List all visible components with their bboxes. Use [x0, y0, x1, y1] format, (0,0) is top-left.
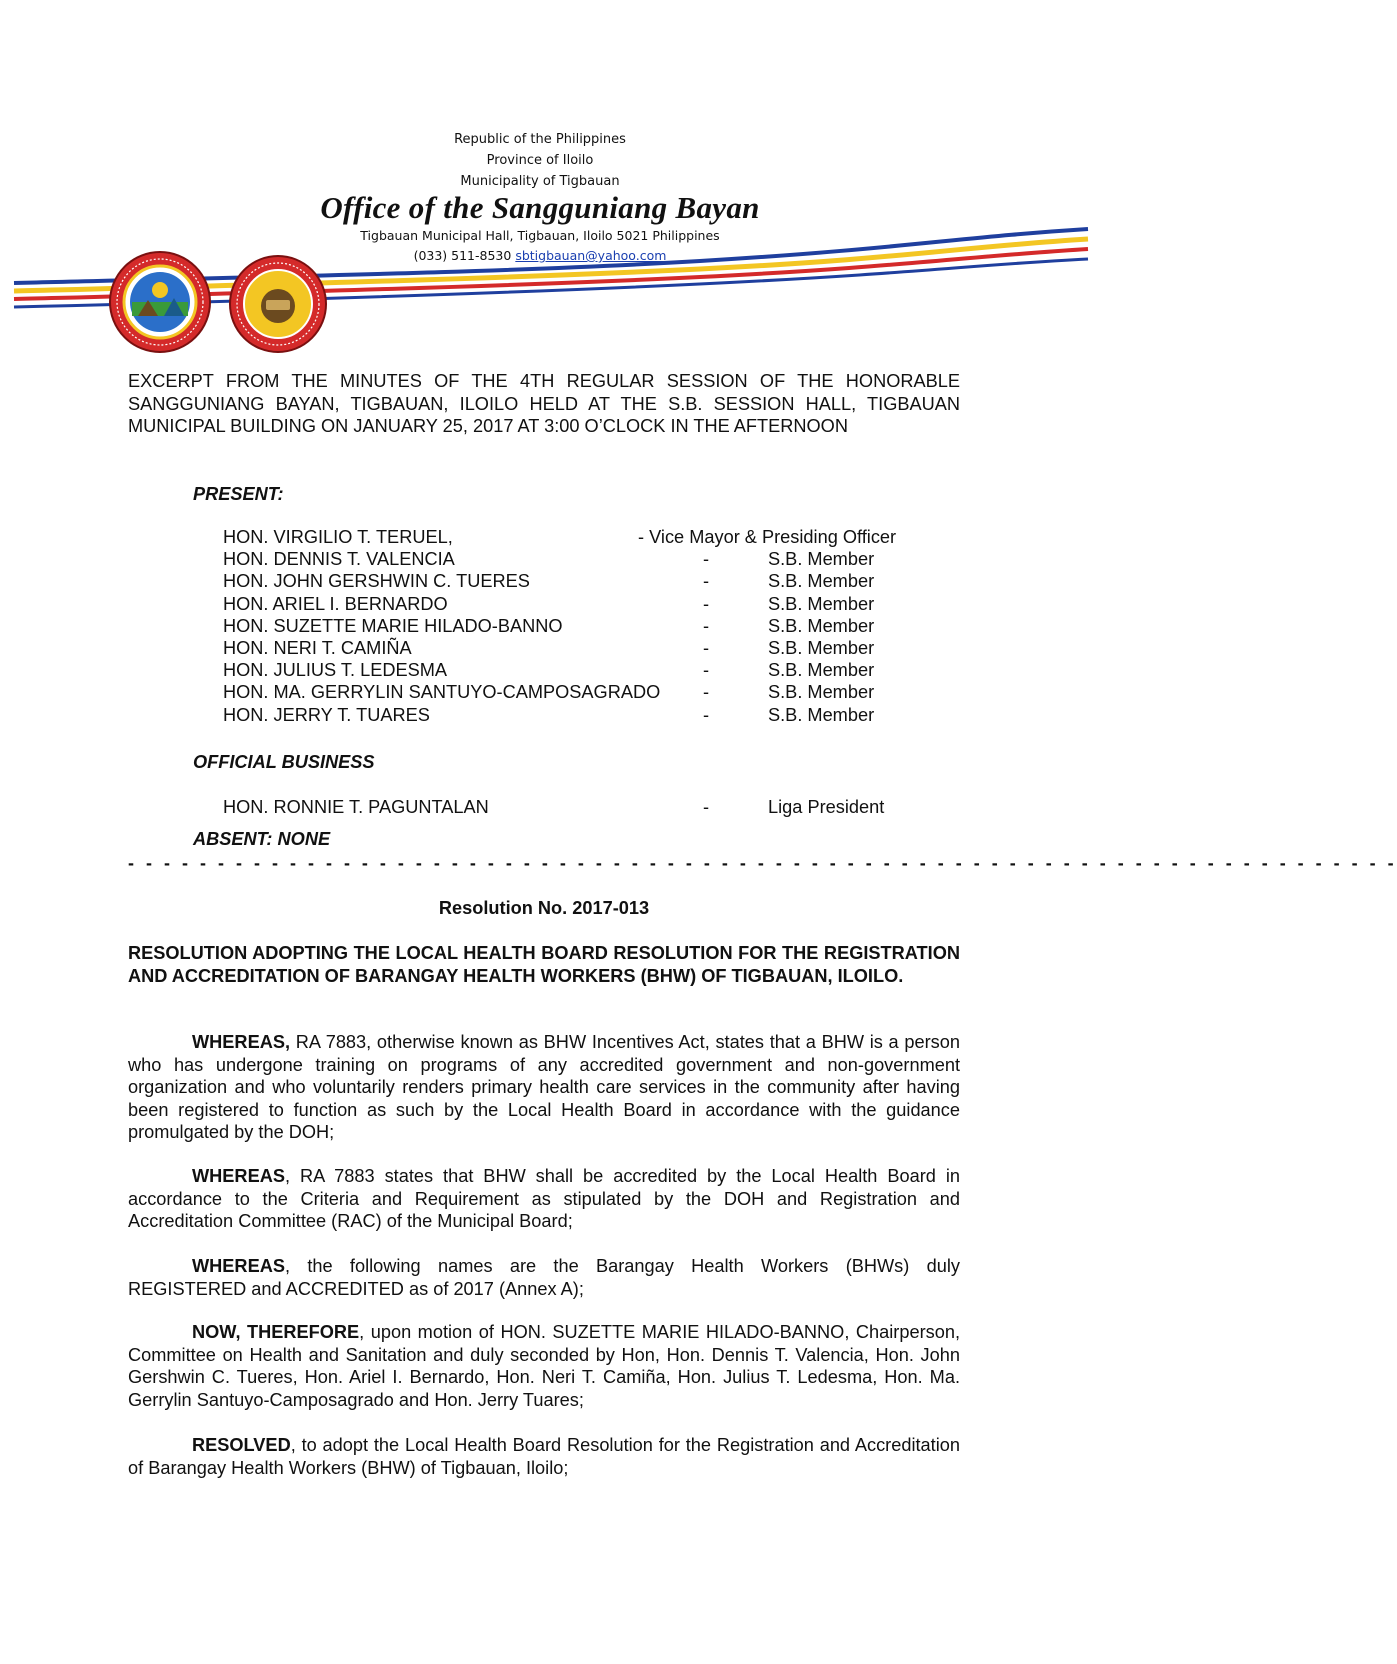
official-business-roster — [223, 797, 943, 819]
paragraph-lead: RESOLVED — [192, 1435, 291, 1455]
letterhead-lines — [420, 129, 660, 192]
member-dash: - — [703, 637, 710, 658]
absent-label: ABSENT: NONE — [193, 829, 331, 849]
member-row — [223, 571, 943, 593]
member-dash: - — [703, 704, 710, 725]
member-name: HON. DENNIS T. VALENCIA — [223, 549, 455, 570]
member-dash: - — [703, 571, 710, 592]
presiding-officer-row — [223, 527, 943, 549]
member-dash: - — [703, 660, 710, 681]
paragraph-lead: WHEREAS — [192, 1166, 285, 1186]
member-row — [223, 549, 943, 571]
member-row — [223, 797, 943, 819]
member-row — [223, 705, 943, 727]
whereas-paragraph — [128, 1165, 960, 1233]
member-name: HON. JERRY T. TUARES — [223, 704, 430, 725]
member-row — [223, 682, 943, 704]
member-name: HON. SUZETTE MARIE HILADO-BANNO — [223, 615, 563, 636]
paragraph-lead: NOW, THEREFORE — [192, 1322, 360, 1342]
paragraph-text: , the following names are the Barangay Health Workers (BHWs) duly REGISTERED and ACCREDITED as of 2017 (Annex A); — [128, 1256, 960, 1299]
member-dash: - — [703, 682, 710, 703]
paragraph-text: , upon motion of HON. SUZETTE MARIE HILADO-BANNO, Chairperson, Committee on Health and Sanitation and duly seconded by Hon, Hon. Dennis T. Valencia, Hon. John Gershwin C. Tueres, Hon. Ariel I. Bernardo, Hon. Neri T. Camiña, Hon. Julius T. Ledesma, Hon. Ma. Gerrylin Santuyo-Camposagrado and Hon. Jerry Tuares; — [128, 1322, 961, 1410]
presiding-officer-name: HON. VIRGILIO T. TERUEL, — [223, 527, 453, 547]
member-role: S.B. Member — [768, 615, 875, 636]
member-name: HON. JOHN GERSHWIN C. TUERES — [223, 571, 530, 592]
member-role: S.B. Member — [768, 593, 875, 614]
resolution-title: RESOLUTION ADOPTING THE LOCAL HEALTH BOARD RESOLUTION FOR THE REGISTRATION AND ACCREDITATION OF BARANGAY HEALTH WORKERS (BHW) OF TIGBAUAN, ILOILO. — [128, 943, 960, 986]
office-title: Office of the Sangguniang Bayan — [320, 190, 760, 225]
presiding-officer-role: - Vice Mayor & Presiding Officer — [638, 527, 897, 547]
member-row — [223, 638, 943, 660]
member-role: Liga President — [768, 797, 885, 817]
paragraph-text: RA 7883, otherwise known as BHW Incentives Act, states that a BHW is a person who has undergone training on programs of any accredited government and non-government organization and who voluntarily renders primary health care services in the community after having been registered to function as such by the Local Health Board in accordance with the guidance promulgated by the DOH; — [128, 1032, 960, 1142]
resolution-number: Resolution No. 2017-013 — [438, 898, 650, 918]
member-dash: - — [703, 549, 710, 570]
municipality-seal — [108, 250, 212, 354]
member-dash: - — [703, 593, 710, 614]
member-role: S.B. Member — [768, 704, 875, 725]
office-phone: (033) 511-8530 — [413, 248, 512, 263]
paragraph-lead: WHEREAS — [192, 1256, 285, 1276]
member-name: HON. MA. GERRYLIN SANTUYO-CAMPOSAGRADO — [223, 682, 661, 703]
member-row — [223, 616, 943, 638]
whereas-paragraph — [128, 1031, 960, 1144]
member-role: S.B. Member — [768, 682, 875, 703]
member-role: S.B. Member — [768, 637, 875, 658]
member-row — [223, 594, 943, 616]
official-business-label: OFFICIAL BUSINESS — [193, 752, 375, 772]
member-name: HON. NERI T. CAMIÑA — [223, 637, 412, 658]
office-email-link[interactable]: sbtigbauan@yahoo.com — [515, 248, 667, 263]
paragraph-text: , RA 7883 states that BHW shall be accredited by the Local Health Board in accordance to the Criteria and Requirement as stipulated by the DOH and Registration and Accreditation Committee (RAC) of the Municipal Board; — [128, 1166, 960, 1231]
whereas-paragraph — [128, 1255, 960, 1300]
member-name: HON. RONNIE T. PAGUNTALAN — [223, 797, 489, 817]
member-row — [223, 660, 943, 682]
present-label: PRESENT: — [193, 484, 284, 504]
resolved-paragraph — [128, 1434, 960, 1479]
sangguniang-bayan-seal — [228, 254, 328, 354]
member-dash: - — [703, 797, 710, 817]
member-dash: - — [703, 615, 710, 636]
paragraph-text: , to adopt the Local Health Board Resolution for the Registration and Accreditation of Barangay Health Workers (BHW) of Tigbauan, Iloilo; — [128, 1435, 960, 1478]
member-role: S.B. Member — [768, 660, 875, 681]
office-address: Tigbauan Municipal Hall, Tigbauan, Iloilo 5021 Philippines — [360, 228, 720, 243]
member-role: S.B. Member — [768, 571, 875, 592]
municipality-line: Municipality of Tigbauan — [460, 174, 620, 189]
paragraph-lead: WHEREAS, — [192, 1032, 291, 1052]
excerpt-heading: EXCERPT FROM THE MINUTES OF THE 4TH REGULAR SESSION OF THE HONORABLE SANGGUNIANG BAYAN, TIGBAUAN, ILOILO HELD AT THE S.B. SESSION HALL, TIGBAUAN MUNICIPAL BUILDING ON JANUARY 25, 2017 AT 3:00 O’CLOCK IN THE AFTERNOON — [128, 371, 960, 436]
now-therefore-paragraph — [128, 1321, 960, 1411]
member-name: HON. JULIUS T. LEDESMA — [223, 660, 448, 681]
province-line: Province of Iloilo — [486, 153, 594, 168]
separator-line: - - - - - - - - - - - - - - - - - - - - - - - - - - - - - - - - - - - - - - - - - - - - - - - - - - - - - - - - - - - - - - - - - - - - - - - — [128, 853, 1397, 873]
republic-line: Republic of the Philippines — [454, 132, 626, 147]
member-name: HON. ARIEL I. BERNARDO — [223, 593, 448, 614]
member-role: S.B. Member — [768, 549, 875, 570]
present-roster — [223, 527, 943, 727]
